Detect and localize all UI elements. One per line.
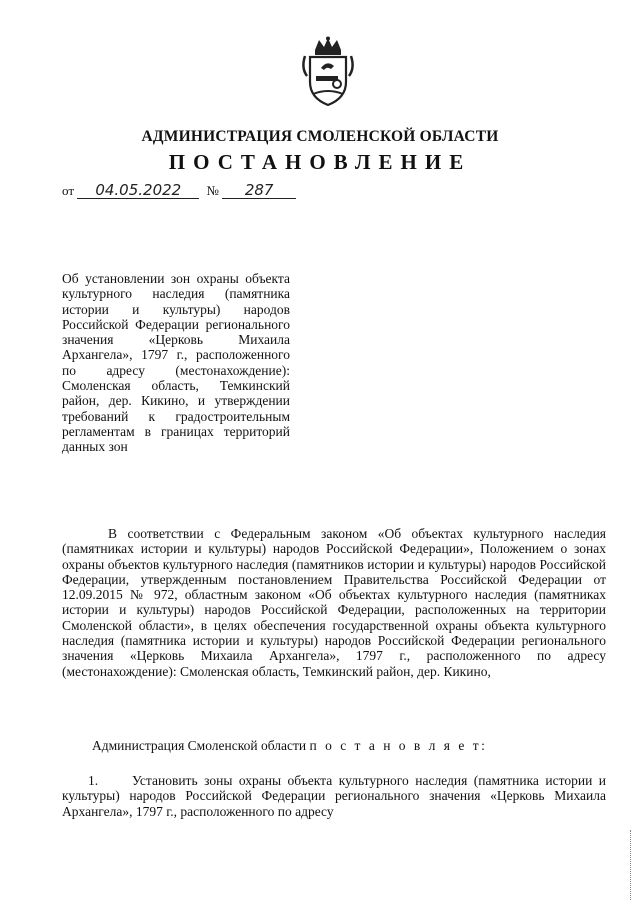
date-number-line — [62, 182, 296, 199]
decree-item — [62, 773, 606, 819]
decree-subject: Администрация Смоленской области — [92, 738, 307, 753]
item-text: Установить зоны охраны объекта культурного наследия (памятника истории и культуры) народов Российской Федерации регионального значения «Церковь Михаила Архангела», 1797 г., расположенного по адресу — [62, 773, 606, 819]
authority-title: АДМИНИСТРАЦИЯ СМОЛЕНСКОЙ ОБЛАСТИ — [141, 128, 499, 145]
coat-of-arms-icon — [297, 36, 359, 108]
date-value: 04.05.2022 — [77, 182, 199, 199]
decree-line — [92, 738, 487, 754]
decree-verb: п о с т а н о в л я е т: — [309, 738, 488, 753]
item-number: 1. — [88, 773, 99, 788]
preamble-paragraph: В соответствии с Федеральным законом «Об объектах культурного наследия (памятниках истории и культуры) народов Российской Федерации», Положением о зонах охраны объектов культурного наследия (памятников истории и культуры) народов Российской Федерации, утвержденным постановлением Правительства Российской Федерации от 12.09.2015 № 972, областным законом «Об объектах культурного наследия (памятниках истории и культуры) народов Российской Федерации, расположенных на территории Смоленской области», в целях обеспечения государственной охраны объекта культурного наследия (памятника истории и культуры) народов Российской Федерации регионального значения «Церковь Михаила Архангела», 1797 г., расположенного по адресу (местонахождение): Смоленская область, Темкинский район, дер. Кикино, — [62, 526, 606, 679]
document-type-title: ПОСТАНОВЛЕНИЕ — [168, 150, 472, 174]
date-label: от — [62, 183, 75, 198]
scan-edge-mark — [630, 830, 633, 900]
number-value: 287 — [222, 182, 296, 199]
document-subject: Об установлении зон охраны объекта культурного наследия (памятника истории и культуры) народов Российской Федерации регионального значения «Церковь Михаила Архангела», 1797 г., расположенного по адресу (местонахождение): Смоленская область, Темкинский район, дер. Кикино, и утверждении требований к градостроительным регламентам в границах территорий данных зон — [62, 271, 290, 455]
number-label: № — [206, 183, 219, 198]
